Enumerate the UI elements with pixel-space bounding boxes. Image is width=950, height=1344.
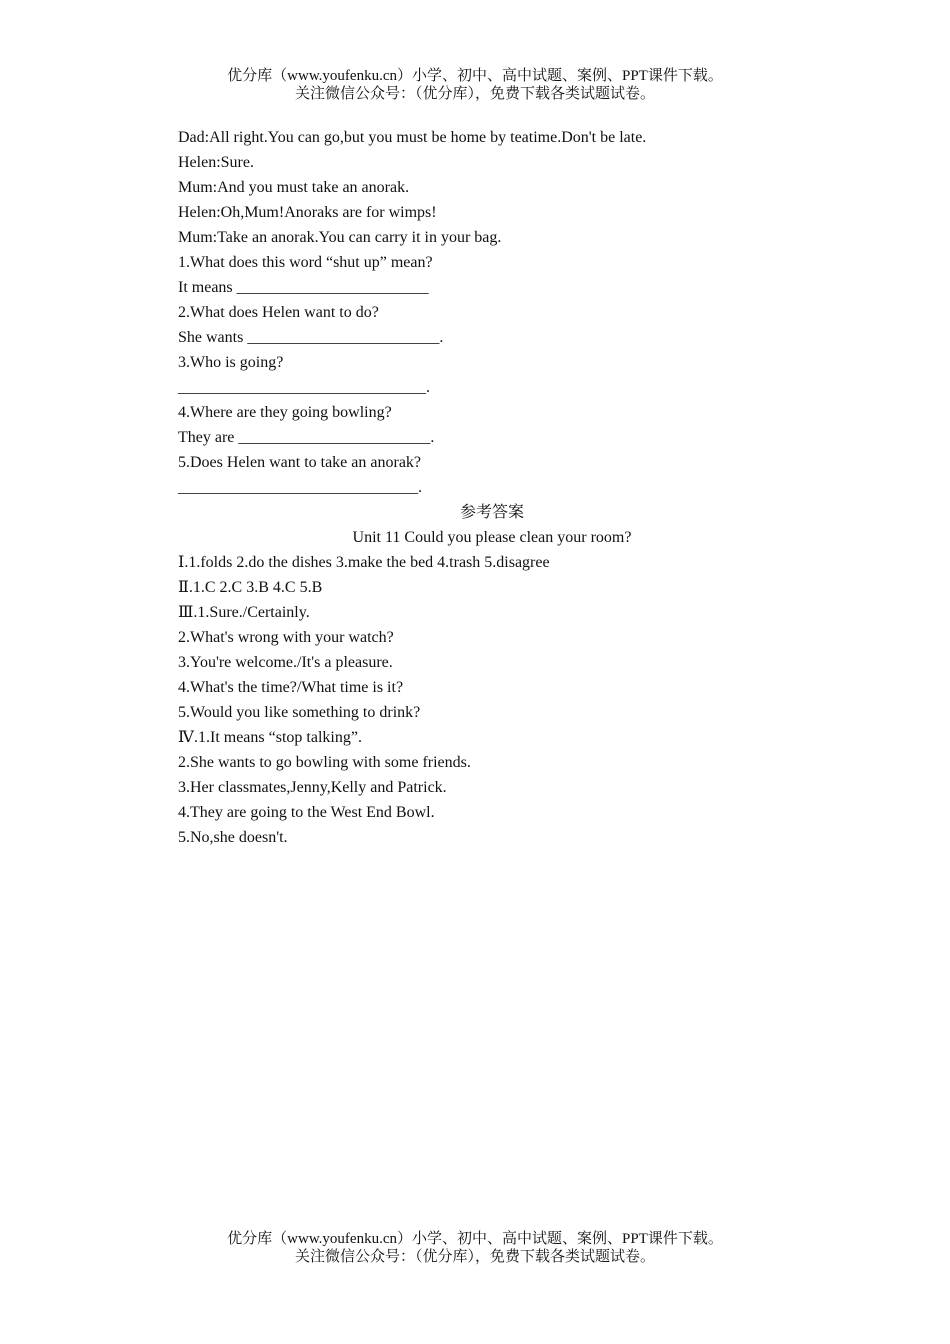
answer-line: 5.No,she doesn't. — [178, 829, 288, 846]
answer-blank-line: _______________________________. — [178, 379, 430, 396]
answer-blank-line: She wants ________________________. — [178, 329, 444, 346]
answer-line: 5.Would you like something to drink? — [178, 704, 421, 721]
page-footer — [0, 1230, 950, 1266]
answer-line: 2.She wants to go bowling with some friends. — [178, 754, 471, 771]
dialogue-line: Mum:And you must take an anorak. — [178, 179, 410, 196]
answer-line: Ⅲ.1.Sure./Certainly. — [178, 604, 310, 621]
question-line: 2.What does Helen want to do? — [178, 304, 379, 321]
dialogue-line: Dad:All right.You can go,but you must be home by teatime.Don't be late. — [178, 129, 647, 146]
dialogue-section — [178, 125, 778, 250]
answer-line: 4.They are going to the West End Bowl. — [178, 804, 435, 821]
page-header — [0, 67, 950, 103]
answer-line: Ⅱ.1.C 2.C 3.B 4.C 5.B — [178, 579, 323, 596]
answer-line: Ⅳ.1.It means “stop talking”. — [178, 729, 362, 746]
answer-line: 2.What's wrong with your watch? — [178, 629, 394, 646]
unit-title: Unit 11 Could you please clean your room? — [352, 529, 632, 546]
answer-key-title: 参考答案 — [459, 504, 524, 521]
answer-line: 3.You're welcome./It's a pleasure. — [178, 654, 393, 671]
dialogue-line: Helen:Oh,Mum!Anoraks are for wimps! — [178, 204, 437, 221]
answer-blank-line: It means ________________________ — [178, 279, 429, 296]
dialogue-line: Helen:Sure. — [178, 154, 254, 171]
question-line: 3.Who is going? — [178, 354, 284, 371]
questions-section — [178, 250, 778, 500]
footer-line-1: 优分库（www.youfenku.cn）小学、初中、高中试题、案例、PPT课件下载。 — [227, 1231, 723, 1247]
answer-blank-line: ______________________________. — [178, 479, 422, 496]
answer-line: 4.What's the time?/What time is it? — [178, 679, 404, 696]
dialogue-line: Mum:Take an anorak.You can carry it in your bag. — [178, 229, 502, 246]
header-line-2: 关注微信公众号：（优分库），免费下载各类试题试卷。 — [294, 86, 655, 102]
header-line-1: 优分库（www.youfenku.cn）小学、初中、高中试题、案例、PPT课件下载。 — [227, 68, 723, 84]
answer-line: 3.Her classmates,Jenny,Kelly and Patrick. — [178, 779, 447, 796]
question-line: 4.Where are they going bowling? — [178, 404, 392, 421]
answer-line: Ⅰ.1.folds 2.do the dishes 3.make the bed 4.trash 5.disagree — [178, 554, 550, 571]
answers-section — [178, 550, 778, 850]
answer-blank-line: They are ________________________. — [178, 429, 435, 446]
question-line: 1.What does this word “shut up” mean? — [178, 254, 433, 271]
document-body — [178, 125, 778, 850]
footer-line-2: 关注微信公众号：（优分库），免费下载各类试题试卷。 — [294, 1249, 655, 1265]
question-line: 5.Does Helen want to take an anorak? — [178, 454, 422, 471]
